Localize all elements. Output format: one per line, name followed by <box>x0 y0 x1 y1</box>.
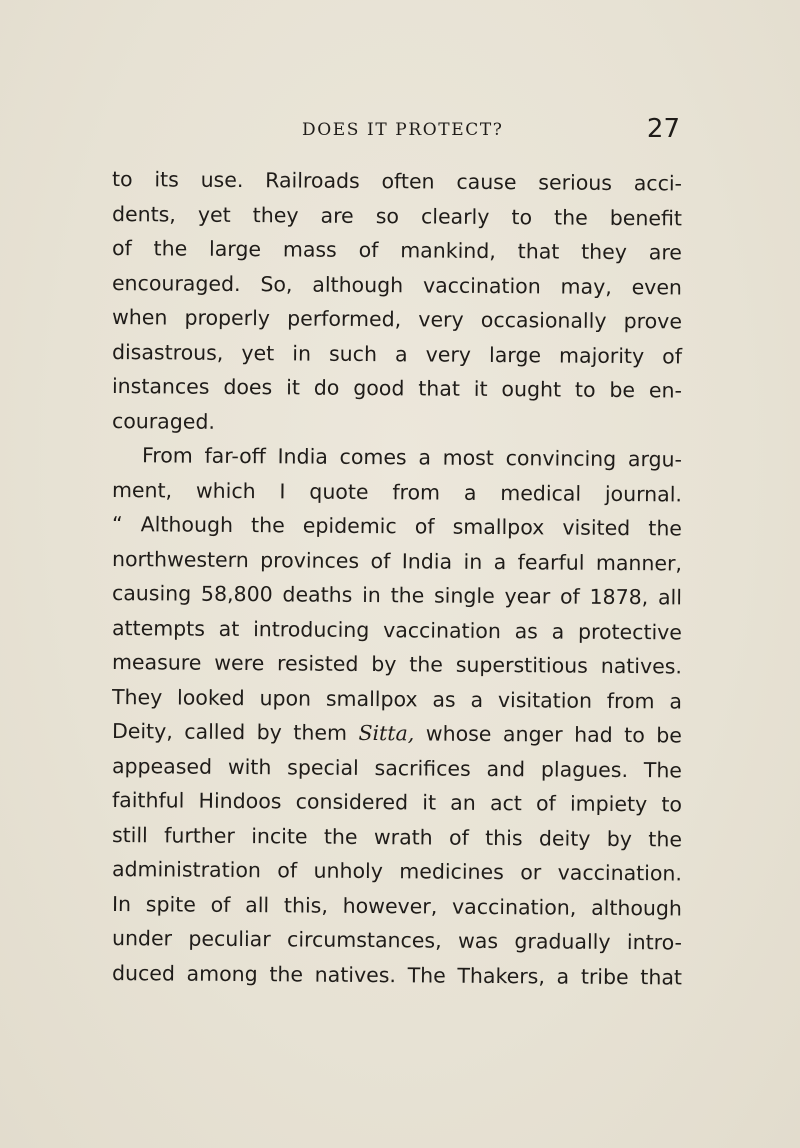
text-line: under peculiar circumstances, was gradually intro- <box>111 926 683 955</box>
text-line: faithful Hindoos considered it an act of impiety to <box>111 788 683 817</box>
text-line: disastrous, yet in such a very large majority of <box>111 339 683 368</box>
text-line: still further incite the wrath of this deity by the <box>111 822 683 851</box>
text-line: They looked upon smallpox as a visitation from a <box>111 684 683 713</box>
body-text <box>112 162 682 990</box>
text-line: appeased with special sacrifices and plagues. The <box>111 753 683 782</box>
text-line: administration of unholy medicines or vaccination. <box>111 857 683 886</box>
page-number: 27 <box>646 114 680 144</box>
text-line: duced among the natives. The Thakers, a tribe that <box>111 960 683 989</box>
text-line: From far-off India comes a most convincing argu- <box>141 443 683 472</box>
text-line: measure were resisted by the superstitious natives. <box>111 650 683 679</box>
text-line: encouraged. So, although vaccination may, even <box>111 270 683 299</box>
italic-deity-name: Sitta, <box>358 720 415 746</box>
text-line: ment, which I quote from a medical journal. <box>111 477 683 506</box>
text-segment: whose anger had to be <box>425 721 683 748</box>
running-head-title: DOES IT PROTECT? <box>302 120 504 140</box>
text-line: couraged. <box>111 408 216 434</box>
text-line: causing 58,800 deaths in the single year of 1878, all <box>111 581 683 610</box>
text-line: to its use. Railroads often cause serious acci- <box>111 167 683 196</box>
text-line: “ Although the epidemic of smallpox visited the <box>111 512 683 541</box>
text-line: instances does it do good that it ought to be en- <box>111 374 683 403</box>
running-head <box>116 114 686 148</box>
text-line: In spite of all this, however, vaccination, although <box>111 891 683 920</box>
text-line: northwestern provinces of India in a fearful manner, <box>111 546 683 575</box>
text-line-with-italic <box>112 714 682 753</box>
text-line: attempts at introducing vaccination as a protective <box>111 615 683 644</box>
text-line: when properly performed, very occasionally prove <box>111 305 683 334</box>
text-segment: Deity, called by them <box>111 719 348 745</box>
text-line: of the large mass of mankind, that they are <box>111 236 683 265</box>
text-line: dents, yet they are so clearly to the benefit <box>111 201 683 230</box>
